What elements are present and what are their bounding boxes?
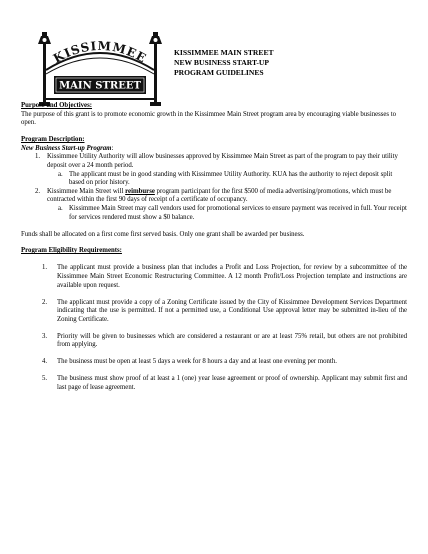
item-text-post: program participant for the first $500 of media advertising/promotions, which must be contracted within the first 90 days of receipt of a certificate of occupancy. bbox=[47, 187, 392, 204]
item-text: Kissimmee Utility Authority will allow businesses approved by Kissimmee Main Street as part of the program to pay their utility deposit over a 24 month period. bbox=[47, 153, 398, 169]
description-subheading: New Business Start-up Program bbox=[21, 144, 112, 152]
item-number: 2. bbox=[35, 187, 41, 195]
description-item-1a bbox=[21, 171, 407, 188]
description-subheading-line bbox=[21, 145, 407, 154]
description-heading: Program Description: bbox=[21, 136, 85, 144]
item-letter: a. bbox=[58, 204, 63, 212]
eligibility-item-5 bbox=[21, 375, 407, 392]
svg-text:KISSIMMEE bbox=[51, 39, 149, 66]
subheading-colon: : bbox=[111, 144, 114, 152]
eligibility-heading: Program Eligibility Requirements: bbox=[21, 247, 122, 255]
description-item-2 bbox=[21, 188, 407, 205]
logo-top-text: KISSIMMEE bbox=[50, 38, 150, 66]
document-title bbox=[174, 48, 274, 79]
item-letter: a. bbox=[58, 170, 63, 178]
item-number: 4. bbox=[42, 358, 48, 366]
purpose-heading: Purpose and Objectives: bbox=[21, 102, 92, 109]
reimburse-emphasis: reimburse bbox=[125, 187, 155, 195]
item-text-pre: Kissimmee Main Street will bbox=[47, 187, 126, 195]
item-text: Priority will be given to businesses which are considered a restaurant or are at least 75% retail, but others are not prohibited from applying. bbox=[57, 332, 407, 349]
eligibility-item-2 bbox=[21, 299, 407, 325]
item-number: 1. bbox=[42, 264, 48, 272]
eligibility-item-1 bbox=[21, 264, 407, 290]
item-text: Kissimmee Main Street may call vendors used for promotional services to ensure payment was received in full. Your receipt for services rendered must show a $0 balance. bbox=[69, 204, 407, 221]
item-text: The applicant must provide a business plan that includes a Profit and Loss Projection, for review by a subcommittee of the Kissimmee Main Street Economic Restructuring Committee. A 12 month Profit/Loss Projection template and instructions are available upon request. bbox=[57, 264, 407, 289]
item-text: The business must show proof of at least a 1 (one) year lease agreement or proof of ownership. Applicant may submit first and last page of lease agreement. bbox=[57, 375, 407, 391]
description-item-2a bbox=[21, 205, 407, 222]
item-text: The applicant must provide a copy of a Zoning Certificate issued by the City of Kissimmee Development Services Department indicating that the use is permitted. If not a permitted use, a Conditional Use approval letter may be submitted in-lieu of the Zoning Certificate. bbox=[57, 298, 407, 323]
document-body bbox=[21, 102, 407, 393]
eligibility-item-3 bbox=[21, 333, 407, 350]
item-number: 2. bbox=[42, 298, 48, 306]
eligibility-item-4 bbox=[21, 358, 407, 367]
description-item-1 bbox=[21, 153, 407, 170]
item-text: The applicant must be in good standing with Kissimmee Utility Authority. KUA has the authority to reject deposit split based on prior history. bbox=[69, 170, 393, 187]
kissimmee-main-street-logo bbox=[36, 30, 164, 110]
title-line-1: KISSIMMEE MAIN STREET bbox=[174, 48, 274, 57]
item-number: 1. bbox=[35, 153, 41, 161]
item-text: The business must be open at least 5 days a week for 8 hours a day and at least one evening per month. bbox=[57, 358, 337, 366]
item-number: 5. bbox=[42, 375, 48, 383]
logo-bottom-text: MAIN STREET bbox=[59, 80, 141, 92]
item-number: 3. bbox=[42, 332, 48, 340]
funds-allocation-text: Funds shall be allocated on a first come first served basis. Only one grant shall be awarded per business. bbox=[21, 230, 305, 238]
title-line-2: NEW BUSINESS START-UP bbox=[174, 58, 269, 68]
title-line-3: PROGRAM GUIDELINES bbox=[174, 68, 264, 78]
purpose-text: The purpose of this grant is to promote economic growth in the Kissimmee Main Street program area by encouraging viable businesses to open. bbox=[21, 110, 397, 127]
